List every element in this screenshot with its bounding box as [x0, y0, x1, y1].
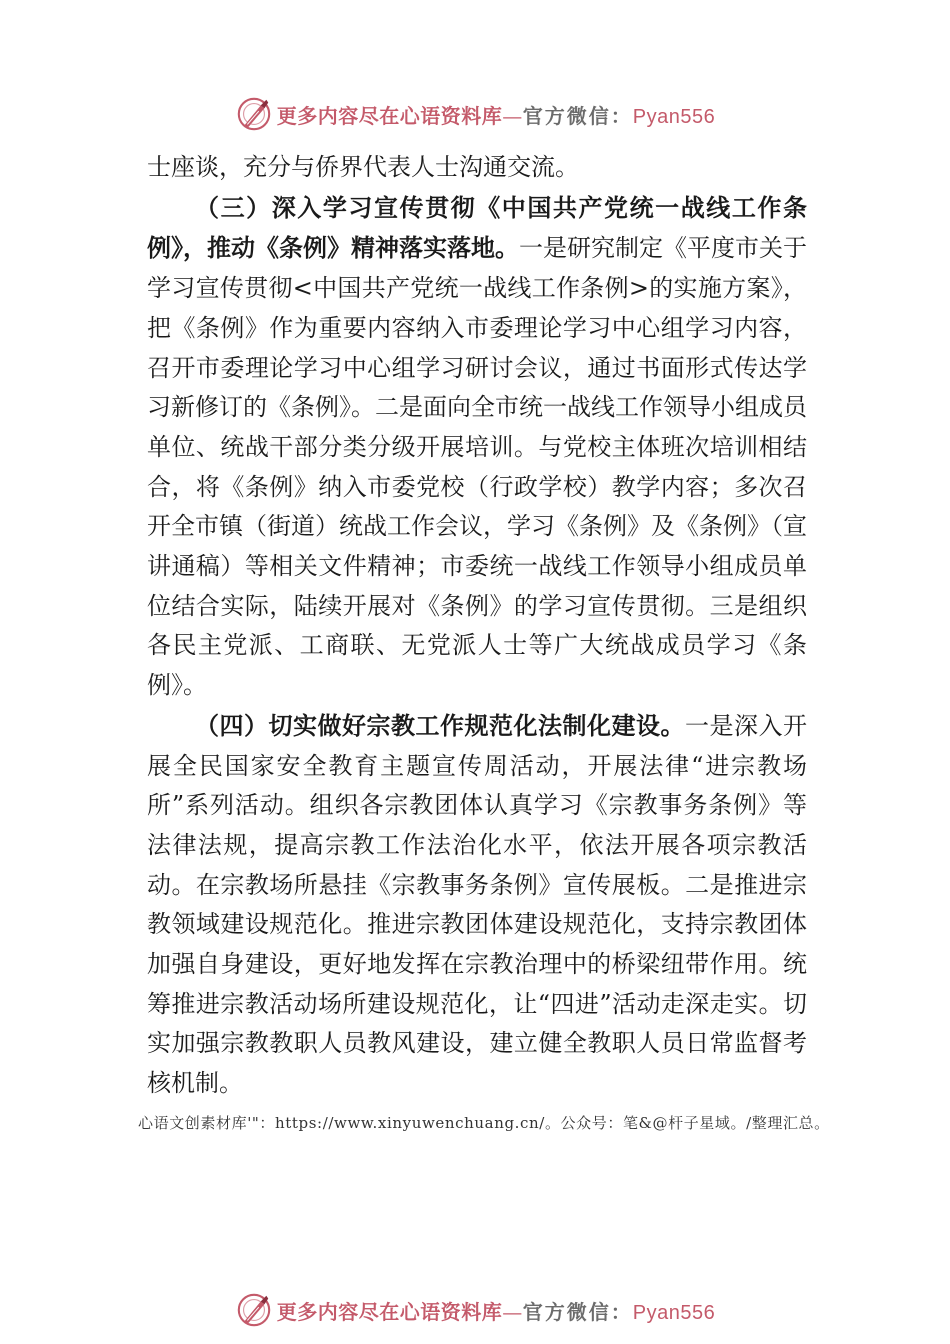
section-4-paragraph: [147, 706, 807, 1104]
pen-nib-logo-icon: [235, 1291, 273, 1329]
banner-wechat-id: Pyan556: [632, 105, 716, 128]
banner-official: 官方微信：: [522, 1299, 633, 1324]
footer-banner: [0, 1288, 950, 1332]
pen-nib-logo-icon: [235, 95, 273, 133]
section-4-body: 一是深入开展全民国家安全教育主题宣传周活动，开展法律“进宗教场所”系列活动。组织各宗教团体认真学习《宗教事务条例》等法律法规，提高宗教工作法治化水平，依法开展各项宗教活动。在宗教场所悬挂《宗教事务条例》宣传展板。二是推进宗教领域建设规范化。推进宗教团体建设规范化，支持宗教团体加强自身建设，更好地发挥在宗教治理中的桥梁纽带作用。统筹推进宗教活动场所建设规范化，让“四进”活动走深走实。切实加强宗教教职人员教风建设，建立健全教职人员日常监督考核机制。: [147, 711, 807, 1098]
banner-text: [277, 100, 715, 129]
header-banner: [0, 92, 950, 136]
section-3-paragraph: [147, 188, 807, 706]
banner-text: [277, 1296, 715, 1325]
banner-brand: 更多内容尽在心语资料库: [276, 1299, 503, 1324]
section-4-heading: （四）切实做好宗教工作规范化法制化建设。: [195, 710, 685, 740]
source-note: 心语文创素材库'"：https://www.xinyuwenchuang.cn/。公众号：笔&@杆子星域。/整理汇总。: [138, 1114, 830, 1132]
banner-dash: —: [502, 1299, 523, 1324]
banner-dash: —: [502, 103, 523, 128]
banner-brand: 更多内容尽在心语资料库: [276, 103, 503, 128]
banner-wechat-id: Pyan556: [632, 1301, 716, 1324]
banner-official: 官方微信：: [522, 103, 633, 128]
document-body: [147, 148, 807, 1104]
section-3-heading: （三）深入学习宣传贯彻《中国共产党统一战线工作条例》，推动《条例》精神落实落地。: [147, 192, 807, 263]
continuation-paragraph: 士座谈，充分与侨界代表人士沟通交流。: [147, 153, 579, 181]
section-3-body: 一是研究制定《平度市关于学习宣传贯彻<中国共产党统一战线工作条例>的实施方案》，把《条例》作为重要内容纳入市委理论学习中心组学习内容，召开市委理论学习中心组学习研讨会议，通过书面形式传达学习新修订的《条例》。二是面向全市统一战线工作领导小组成员单位、统战干部分类分级开展培训。与党校主体班次培训相结合，将《条例》纳入市委党校（行政学校）教学内容；多次召开全市镇（街道）统战工作会议，学习《条例》及《条例》（宣讲通稿）等相关文件精神；市委统一战线工作领导小组成员单位结合实际，陆续开展对《条例》的学习宣传贯彻。三是组织各民主党派、工商联、无党派人士等广大统战成员学习《条例》。: [147, 234, 807, 700]
